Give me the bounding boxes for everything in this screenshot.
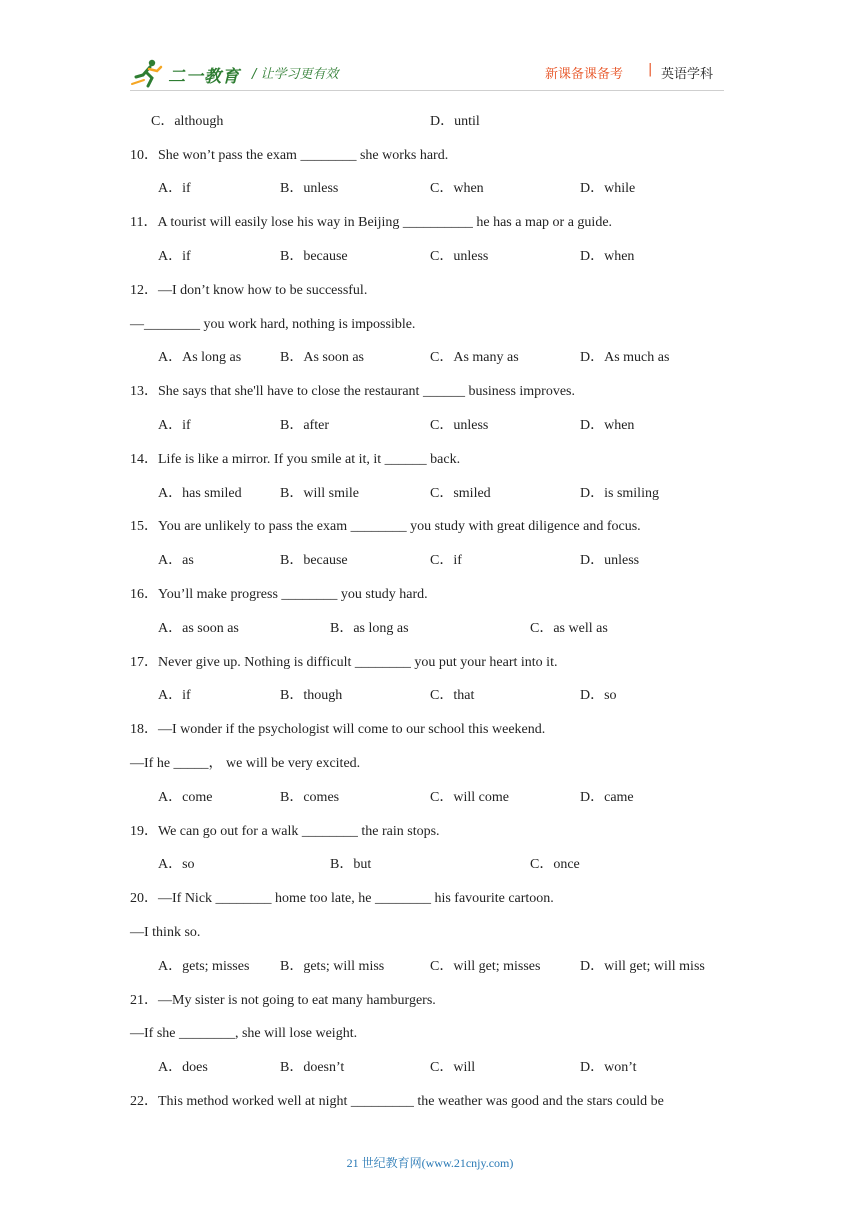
q12-option-c: C．As many as — [430, 350, 519, 365]
q13-option-d: D．when — [580, 418, 635, 433]
q11-option-a: A．if — [158, 249, 191, 264]
q10-option-d: D．while — [580, 181, 636, 196]
q13-option-c: C．unless — [430, 418, 489, 433]
q15-option-c: C．if — [430, 553, 462, 568]
header-subject: 英语学科 — [661, 67, 714, 82]
q18-option-d: D．came — [580, 790, 634, 805]
question-10-stem: 10．She won’t pass the exam ________ she works hard. — [130, 148, 449, 163]
q11-option-d: D．when — [580, 249, 635, 264]
q21-option-b: B．doesn’t — [280, 1060, 345, 1075]
q19-option-c: C．once — [530, 857, 580, 872]
runner-logo-icon — [130, 58, 166, 88]
question-15-stem: 15．You are unlikely to pass the exam ________ you study with great diligence and focus. — [130, 519, 641, 534]
q18-option-b: B．comes — [280, 790, 340, 805]
option-d: D．until — [430, 114, 480, 129]
question-16-stem: 16．You’ll make progress ________ you study hard. — [130, 587, 428, 602]
header-separator: | — [648, 62, 653, 77]
q12-option-a: A．As long as — [158, 350, 242, 365]
question-13-stem: 13．She says that she'll have to close the restaurant ______ business improves. — [130, 384, 575, 399]
question-12-stem: 12．—I don’t know how to be successful. — [130, 283, 368, 298]
q17-option-c: C．that — [430, 688, 475, 703]
header-right-title: 新课备课备考 — [545, 67, 624, 82]
question-12-stem-2: —________ you work hard, nothing is impossible. — [130, 317, 416, 332]
logo-text: 二一教育 — [168, 67, 240, 87]
option-c: C．although — [151, 114, 224, 129]
q15-option-a: A．as — [158, 553, 194, 568]
q18-option-c: C．will come — [430, 790, 509, 805]
question-20-stem: 20．—If Nick ________ home too late, he ________ his favourite cartoon. — [130, 891, 554, 906]
q21-option-c: C．will — [430, 1060, 476, 1075]
q15-option-d: D．unless — [580, 553, 640, 568]
q10-option-c: C．when — [430, 181, 484, 196]
q18-option-a: A．come — [158, 790, 213, 805]
q20-option-a: A．gets; misses — [158, 959, 250, 974]
q10-option-a: A．if — [158, 181, 191, 196]
q15-option-b: B．because — [280, 553, 348, 568]
q16-option-b: B．as long as — [330, 621, 409, 636]
page-footer: 21 世纪教育网(www.21cnjy.com) — [346, 1156, 514, 1170]
q10-option-b: B．unless — [280, 181, 339, 196]
q14-option-a: A．has smiled — [158, 486, 242, 501]
q13-option-b: B．after — [280, 418, 329, 433]
q19-option-b: B．but — [330, 857, 372, 872]
question-20-stem-2: —I think so. — [130, 925, 201, 940]
q17-option-a: A．if — [158, 688, 191, 703]
q17-option-b: B．though — [280, 688, 343, 703]
question-11-stem: 11．A tourist will easily lose his way in Beijing __________ he has a map or a guide. — [130, 215, 613, 230]
q13-option-a: A．if — [158, 418, 191, 433]
question-18-stem-2: —If he _____， we will be very excited. — [130, 756, 361, 771]
q12-option-b: B．As soon as — [280, 350, 365, 365]
question-21-stem-2: —If she ________, she will lose weight. — [130, 1026, 358, 1041]
q14-option-d: D．is smiling — [580, 486, 659, 501]
page-header — [130, 52, 730, 92]
question-21-stem: 21．—My sister is not going to eat many hamburgers. — [130, 993, 436, 1008]
q16-option-a: A．as soon as — [158, 621, 239, 636]
q20-option-d: D．will get; will miss — [580, 959, 705, 974]
q11-option-c: C．unless — [430, 249, 489, 264]
q20-option-c: C．will get; misses — [430, 959, 541, 974]
q14-option-c: C．smiled — [430, 486, 491, 501]
q14-option-b: B．will smile — [280, 486, 359, 501]
header-divider — [130, 90, 724, 91]
question-22-stem: 22．This method worked well at night _________ the weather was good and the stars could be — [130, 1094, 664, 1109]
q20-option-b: B．gets; will miss — [280, 959, 385, 974]
question-17-stem: 17．Never give up. Nothing is difficult ________ you put your heart into it. — [130, 655, 558, 670]
question-14-stem: 14．Life is like a mirror. If you smile at it, it ______ back. — [130, 452, 461, 467]
q16-option-c: C．as well as — [530, 621, 608, 636]
q11-option-b: B．because — [280, 249, 348, 264]
q17-option-d: D．so — [580, 688, 617, 703]
question-19-stem: 19．We can go out for a walk ________ the rain stops. — [130, 824, 440, 839]
q21-option-d: D．won’t — [580, 1060, 637, 1075]
slogan: / 让学习更有效 — [252, 67, 339, 82]
q12-option-d: D．As much as — [580, 350, 670, 365]
question-18-stem: 18．—I wonder if the psychologist will come to our school this weekend. — [130, 722, 546, 737]
q19-option-a: A．so — [158, 857, 195, 872]
q21-option-a: A．does — [158, 1060, 208, 1075]
